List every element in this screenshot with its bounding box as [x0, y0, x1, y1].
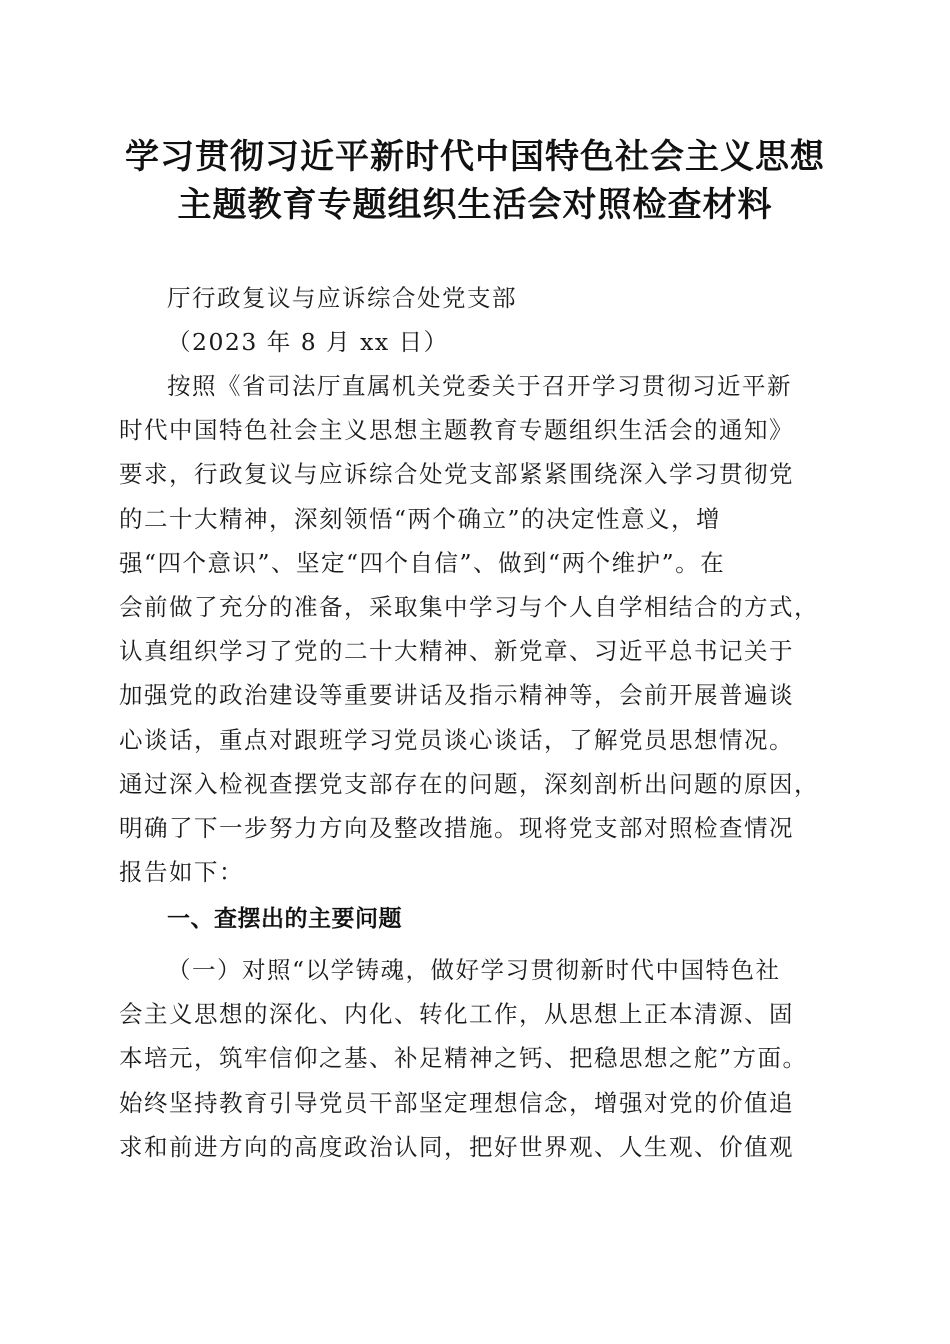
intro-line: 明确了下一步努力方向及整改措施。现将党支部对照检查情况: [119, 814, 794, 842]
organization-name: 厅行政复议与应诉综合处党支部: [167, 284, 517, 312]
intro-line: 通过深入检视查摆党支部存在的问题，深刻剖析出问题的原因，: [119, 770, 819, 798]
section-line: （一）对照“以学铸魂，做好学习贯彻新时代中国特色社: [167, 956, 781, 984]
intro-line: 报告如下：: [119, 858, 244, 886]
document-date: （2023 年 8 月 xx 日）: [167, 328, 449, 356]
intro-line: 时代中国特色社会主义思想主题教育专题组织生活会的通知》: [119, 416, 794, 444]
section-line: 会主义思想的深化、内化、转化工作，从思想上正本清源、固: [119, 1000, 794, 1028]
intro-line: 的二十大精神，深刻领悟“两个确立”的决定性意义，增: [119, 505, 722, 533]
section-heading: 一、查摆出的主要问题: [167, 906, 402, 932]
intro-line: 心谈话，重点对跟班学习党员谈心谈话，了解党员思想情况。: [119, 726, 794, 754]
intro-line: 加强党的政治建设等重要讲话及指示精神等，会前开展普遍谈: [119, 681, 794, 709]
document-title-line-2: 主题教育专题组织生活会对照检查材料: [177, 185, 773, 225]
intro-line: 按照《省司法厅直属机关党委关于召开学习贯彻习近平新: [167, 372, 792, 400]
intro-line: 强“四个意识”、坚定“四个自信”、做到“两个维护”。在: [119, 549, 726, 577]
intro-line: 会前做了充分的准备，采取集中学习与个人自学相结合的方式，: [119, 593, 819, 621]
document-title-line-1: 学习贯彻习近平新时代中国特色社会主义思想: [125, 137, 825, 177]
section-line: 求和前进方向的高度政治认同，把好世界观、人生观、价值观: [119, 1133, 794, 1161]
intro-line: 要求，行政复议与应诉综合处党支部紧紧围绕深入学习贯彻党: [119, 460, 794, 488]
section-line: 始终坚持教育引导党员干部坚定理想信念，增强对党的价值追: [119, 1089, 794, 1117]
section-line: 本培元，筑牢信仰之基、补足精神之钙、把稳思想之舵”方面。: [119, 1044, 808, 1072]
intro-line: 认真组织学习了党的二十大精神、新党章、习近平总书记关于: [119, 637, 794, 665]
